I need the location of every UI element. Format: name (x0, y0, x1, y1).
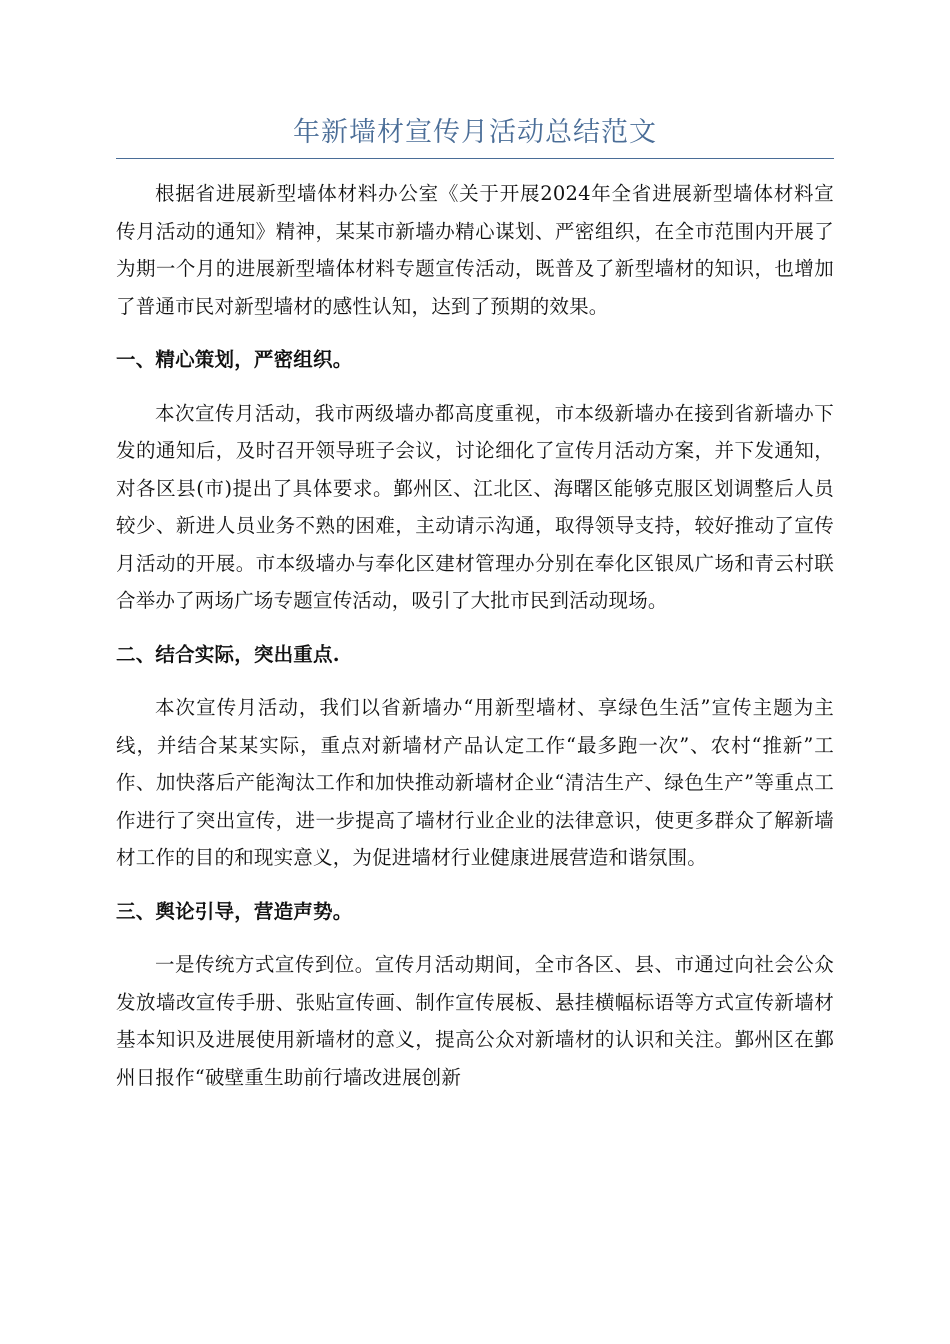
section-heading-2: 二、结合实际，突出重点. (116, 642, 340, 666)
document-title: 年新墙材宣传月活动总结范文 (293, 117, 657, 148)
section-paragraph-3: 一是传统方式宣传到位。宣传月活动期间，全市各区、县、市通过向社会公众发放墙改宣传手册、张贴宣传画、制作宣传展板、悬挂横幅标语等方式宣传新墙材基本知识及进展使用新墙材的意义，提高公众对新墙材的认识和关注。鄞州区在鄞州日报作“破壁重生助前行墙改进展创新 (116, 953, 834, 1089)
section-heading-3: 三、舆论引导，营造声势。 (116, 899, 353, 923)
document-page (116, 110, 834, 1096)
section-heading-1: 一、精心策划，严密组织。 (116, 348, 353, 371)
intro-paragraph: 根据省进展新型墙体材料办公室《关于开展2024年全省进展新型墙体材料宣传月活动的通知》精神，某某市新墙办精心谋划、严密组织，在全市范围内开展了为期一个月的进展新型墙体材料专题宣传活动，既普及了新型墙材的知识，也增加了普通市民对新型墙材的感性认知，达到了预期的效果。 (116, 182, 834, 318)
title-underline (116, 158, 834, 159)
section-paragraph-2: 本次宣传月活动，我们以省新墙办“用新型墙材、享绿色生活”宣传主题为主线，并结合某某实际，重点对新墙材产品认定工作“最多跑一次”、农村“推新”工作、加快落后产能淘汰工作和加快推动新墙材企业“清洁生产、绿色生产”等重点工作进行了突出宣传，进一步提高了墙材行业企业的法律意识，使更多群众了解新墙材工作的目的和现实意义，为促进墙材行业健康进展营造和谐氛围。 (116, 696, 834, 869)
section-paragraph-1: 本次宣传月活动，我市两级墙办都高度重视，市本级新墙办在接到省新墙办下发的通知后，及时召开领导班子会议，讨论细化了宣传月活动方案，并下发通知，对各区县(市)提出了具体要求。鄞州区、江北区、海曙区能够克服区划调整后人员较少、新进人员业务不熟的困难，主动请示沟通，取得领导支持，较好推动了宣传月活动的开展。市本级墙办与奉化区建材管理办分别在奉化区银凤广场和青云村联合举办了两场广场专题宣传活动，吸引了大批市民到活动现场。 (116, 401, 834, 612)
